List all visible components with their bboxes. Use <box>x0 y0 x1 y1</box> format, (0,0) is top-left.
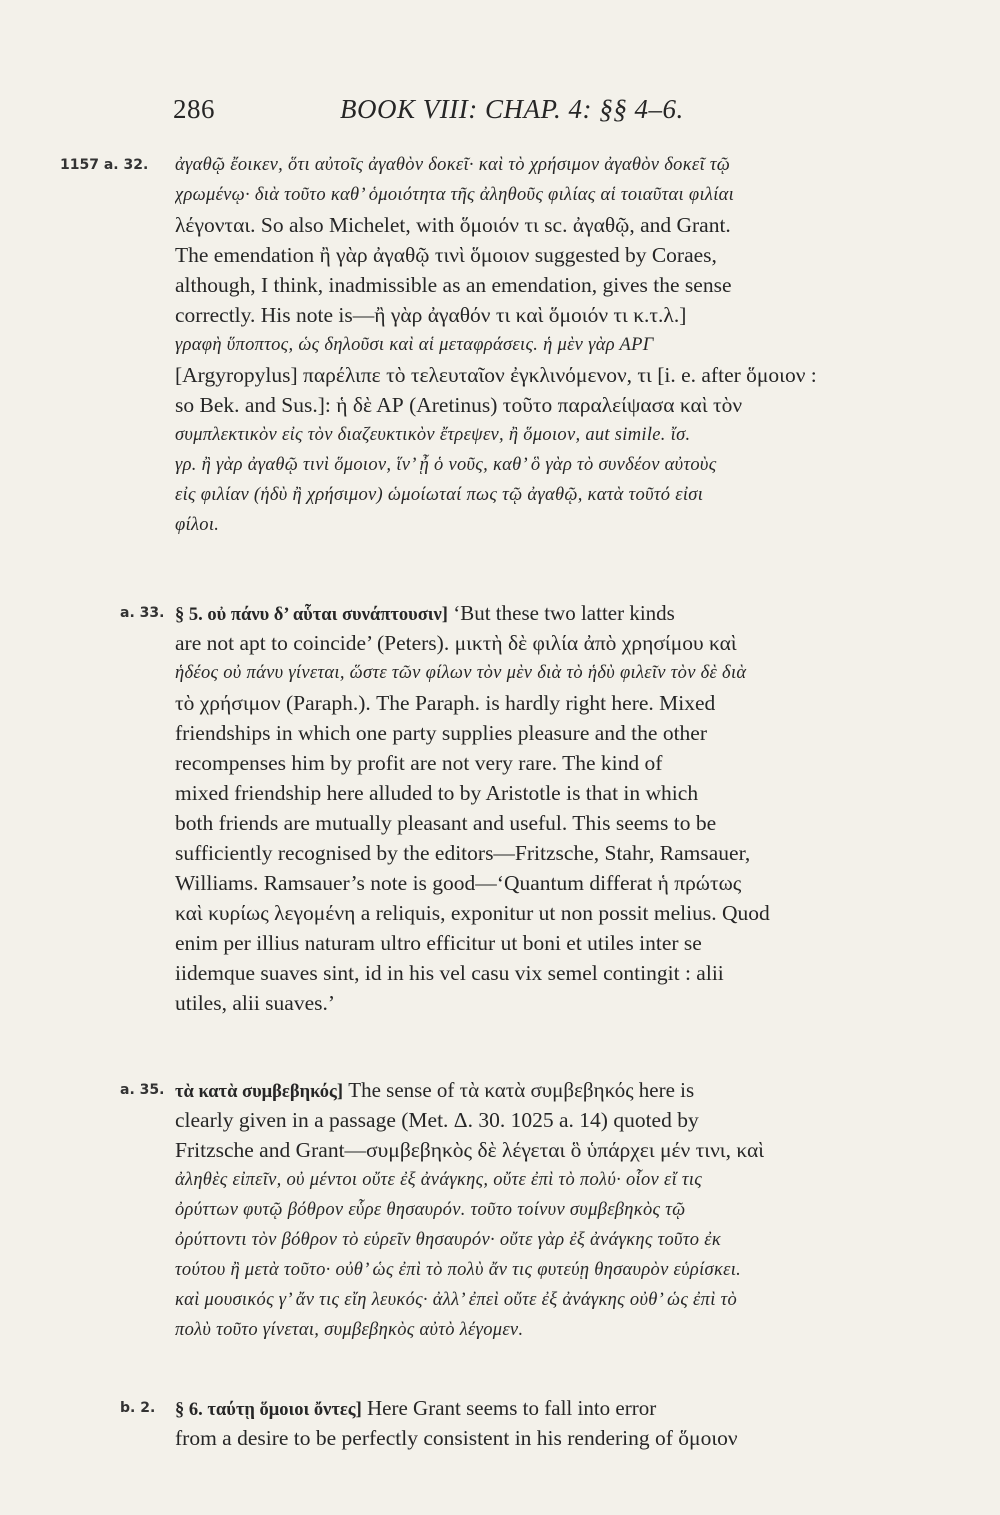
note-line: πολὺ τοῦτο γίνεται, συμβεβηκὸς αὐτὸ λέγομεν. <box>175 1320 524 1340</box>
note-line: γραφὴ ὕποπτος, ὡς δηλοῦσι καὶ αἱ μεταφράσεις. ἡ μὲν γὰρ ΑΡΓ <box>175 335 654 355</box>
note-text <box>175 1075 935 1345</box>
note-line-with-lemma <box>175 1075 935 1105</box>
note-line: ἀγαθῷ ἔοικεν, ὅτι αὐτοῖς ἀγαθὸν δοκεῖ· καὶ τὸ χρήσιμον ἀγαθὸν δοκεῖ τῷ <box>175 155 731 175</box>
note-line: enim per illius naturam ultro efficitur ut boni et utiles inter se <box>175 931 702 955</box>
note-line: sufficiently recognised by the editors—Fritzsche, Stahr, Ramsauer, <box>175 841 751 865</box>
running-title: BOOK VIII: CHAP. 4: §§ 4–6. <box>340 94 684 124</box>
note-line: friendships in which one party supplies pleasure and the other <box>175 721 707 745</box>
note-line: Fritzsche and Grant—συμβεβηκὸς δὲ λέγεται ὃ ὑπάρχει μέν τινι, καὶ <box>175 1138 765 1162</box>
page-number: 286 <box>173 94 215 124</box>
note-line: ὀρύττοντι τὸν βόθρον τὸ εὑρεῖν θησαυρόν· οὔτε γὰρ ἐξ ἀνάγκης τοῦτο ἐκ <box>175 1230 721 1250</box>
lemma: § 5. οὐ πάνυ δ’ αὗται συνάπτουσιν] <box>175 605 448 625</box>
note-line: τὸ χρήσιμον (Paraph.). The Paraph. is hardly right here. Mixed <box>175 691 716 715</box>
note-line: ἡδέος οὐ πάνυ γίνεται, ὥστε τῶν φίλων τὸν μὲν διὰ τὸ ἡδὺ φιλεῖν τὸν δὲ διὰ <box>175 663 747 683</box>
note-line: χρωμένῳ· διὰ τοῦτο καθ’ ὁμοιότητα τῆς ἀληθοῦς φιλίας αἱ τοιαῦται φιλίαι <box>175 185 735 205</box>
note-line: from a desire to be perfectly consistent in his rendering of ὅμοιον <box>175 1426 738 1450</box>
note-line: εἰς φιλίαν (ἡδὺ ἢ χρήσιμον) ὡμοίωταί πως τῷ ἀγαθῷ, κατὰ τοῦτό εἰσι <box>175 485 704 505</box>
note-line: both friends are mutually pleasant and useful. This seems to be <box>175 811 717 835</box>
lemma: τὰ κατὰ συμβεβηκός] <box>175 1082 344 1102</box>
line-reference: b. 2. <box>120 1400 156 1416</box>
line-reference: a. 35. <box>120 1082 165 1098</box>
note-line: Williams. Ramsauer’s note is good—‘Quantum differat ἡ πρώτως <box>175 871 742 895</box>
lemma: § 6. ταύτῃ ὅμοιοι ὄντες] <box>175 1400 362 1420</box>
note-text <box>175 150 935 540</box>
note-line: so Bek. and Sus.]: ἡ δὲ ΑΡ (Aretinus) τοῦτο παραλείψασα καὶ τὸν <box>175 393 743 417</box>
note-text <box>175 598 935 1018</box>
note-line: γρ. ἢ γὰρ ἀγαθῷ τινὶ ὅμοιον, ἵν’ ᾖ ὁ νοῦς, καθ’ ὃ γὰρ τὸ συνδέον αὐτοὺς <box>175 455 717 475</box>
note-line: are not apt to coincide’ (Peters). μικτὴ δὲ φιλία ἀπὸ χρησίμου καὶ <box>175 631 737 655</box>
note-line: ‘But these two latter kinds <box>447 601 675 625</box>
note-line: Here Grant seems to fall into error <box>361 1396 657 1420</box>
note-line-with-lemma <box>175 598 935 628</box>
note-line: [Argyropylus] παρέλιπε τὸ τελευταῖον ἐγκλινόμενον, τι [i. e. after ὅμοιον : <box>175 363 817 387</box>
note-line: συμπλεκτικὸν εἰς τὸν διαζευκτικὸν ἔτρεψεν, ἢ ὅμοιον, aut simile. ἴσ. <box>175 425 691 445</box>
line-reference: a. 33. <box>120 605 165 621</box>
note-line: although, I think, inadmissible as an emendation, gives the sense <box>175 273 732 297</box>
running-head <box>0 88 1000 128</box>
note-line: recompenses him by profit are not very rare. The kind of <box>175 751 663 775</box>
note-line: τούτου ἢ μετὰ τοῦτο· οὐθ’ ὡς ἐπὶ τὸ πολὺ ἄν τις φυτεύῃ θησαυρὸν εὑρίσκει. <box>175 1260 742 1280</box>
note-line: λέγονται. So also Michelet, with ὅμοιόν τι sc. ἀγαθῷ, and Grant. <box>175 213 731 237</box>
note-line: mixed friendship here alluded to by Aristotle is that in which <box>175 781 699 805</box>
note-line: utiles, alii suaves.’ <box>175 991 336 1015</box>
note-line: iidemque suaves sint, id in his vel casu vix semel contingit : alii <box>175 961 724 985</box>
note-line: καὶ μουσικός γ’ ἄν τις εἴη λευκός· ἀλλ’ ἐπεὶ οὔτε ἐξ ἀνάγκης οὐθ’ ὡς ἐπὶ τὸ <box>175 1290 738 1310</box>
note-line: clearly given in a passage (Met. Δ. 30. 1025 a. 14) quoted by <box>175 1108 699 1132</box>
note-line: φίλοι. <box>175 515 220 535</box>
note-line: ἀληθὲς εἰπεῖν, οὐ μέντοι οὔτε ἐξ ἀνάγκης, οὔτε ἐπὶ τὸ πολύ· οἷον εἴ τις <box>175 1170 703 1190</box>
note-line: correctly. His note is—ἢ γὰρ ἀγαθόν τι καὶ ὅμοιόν τι κ.τ.λ.] <box>175 303 687 327</box>
note-line-with-lemma <box>175 1393 935 1423</box>
note-text <box>175 1393 935 1453</box>
note-line: καὶ κυρίως λεγομένη a reliquis, exponitur ut non possit melius. Quod <box>175 901 770 925</box>
line-reference: 1157 a. 32. <box>60 157 149 173</box>
note-line: ὀρύττων φυτῷ βόθρον εὗρε θησαυρόν. τοῦτο τοίνυν συμβεβηκὸς τῷ <box>175 1200 686 1220</box>
note-line: The emendation ἢ γὰρ ἀγαθῷ τινὶ ὅμοιον suggested by Coraes, <box>175 243 717 267</box>
note-line: The sense of τὰ κατὰ συμβεβηκός here is <box>343 1078 695 1102</box>
